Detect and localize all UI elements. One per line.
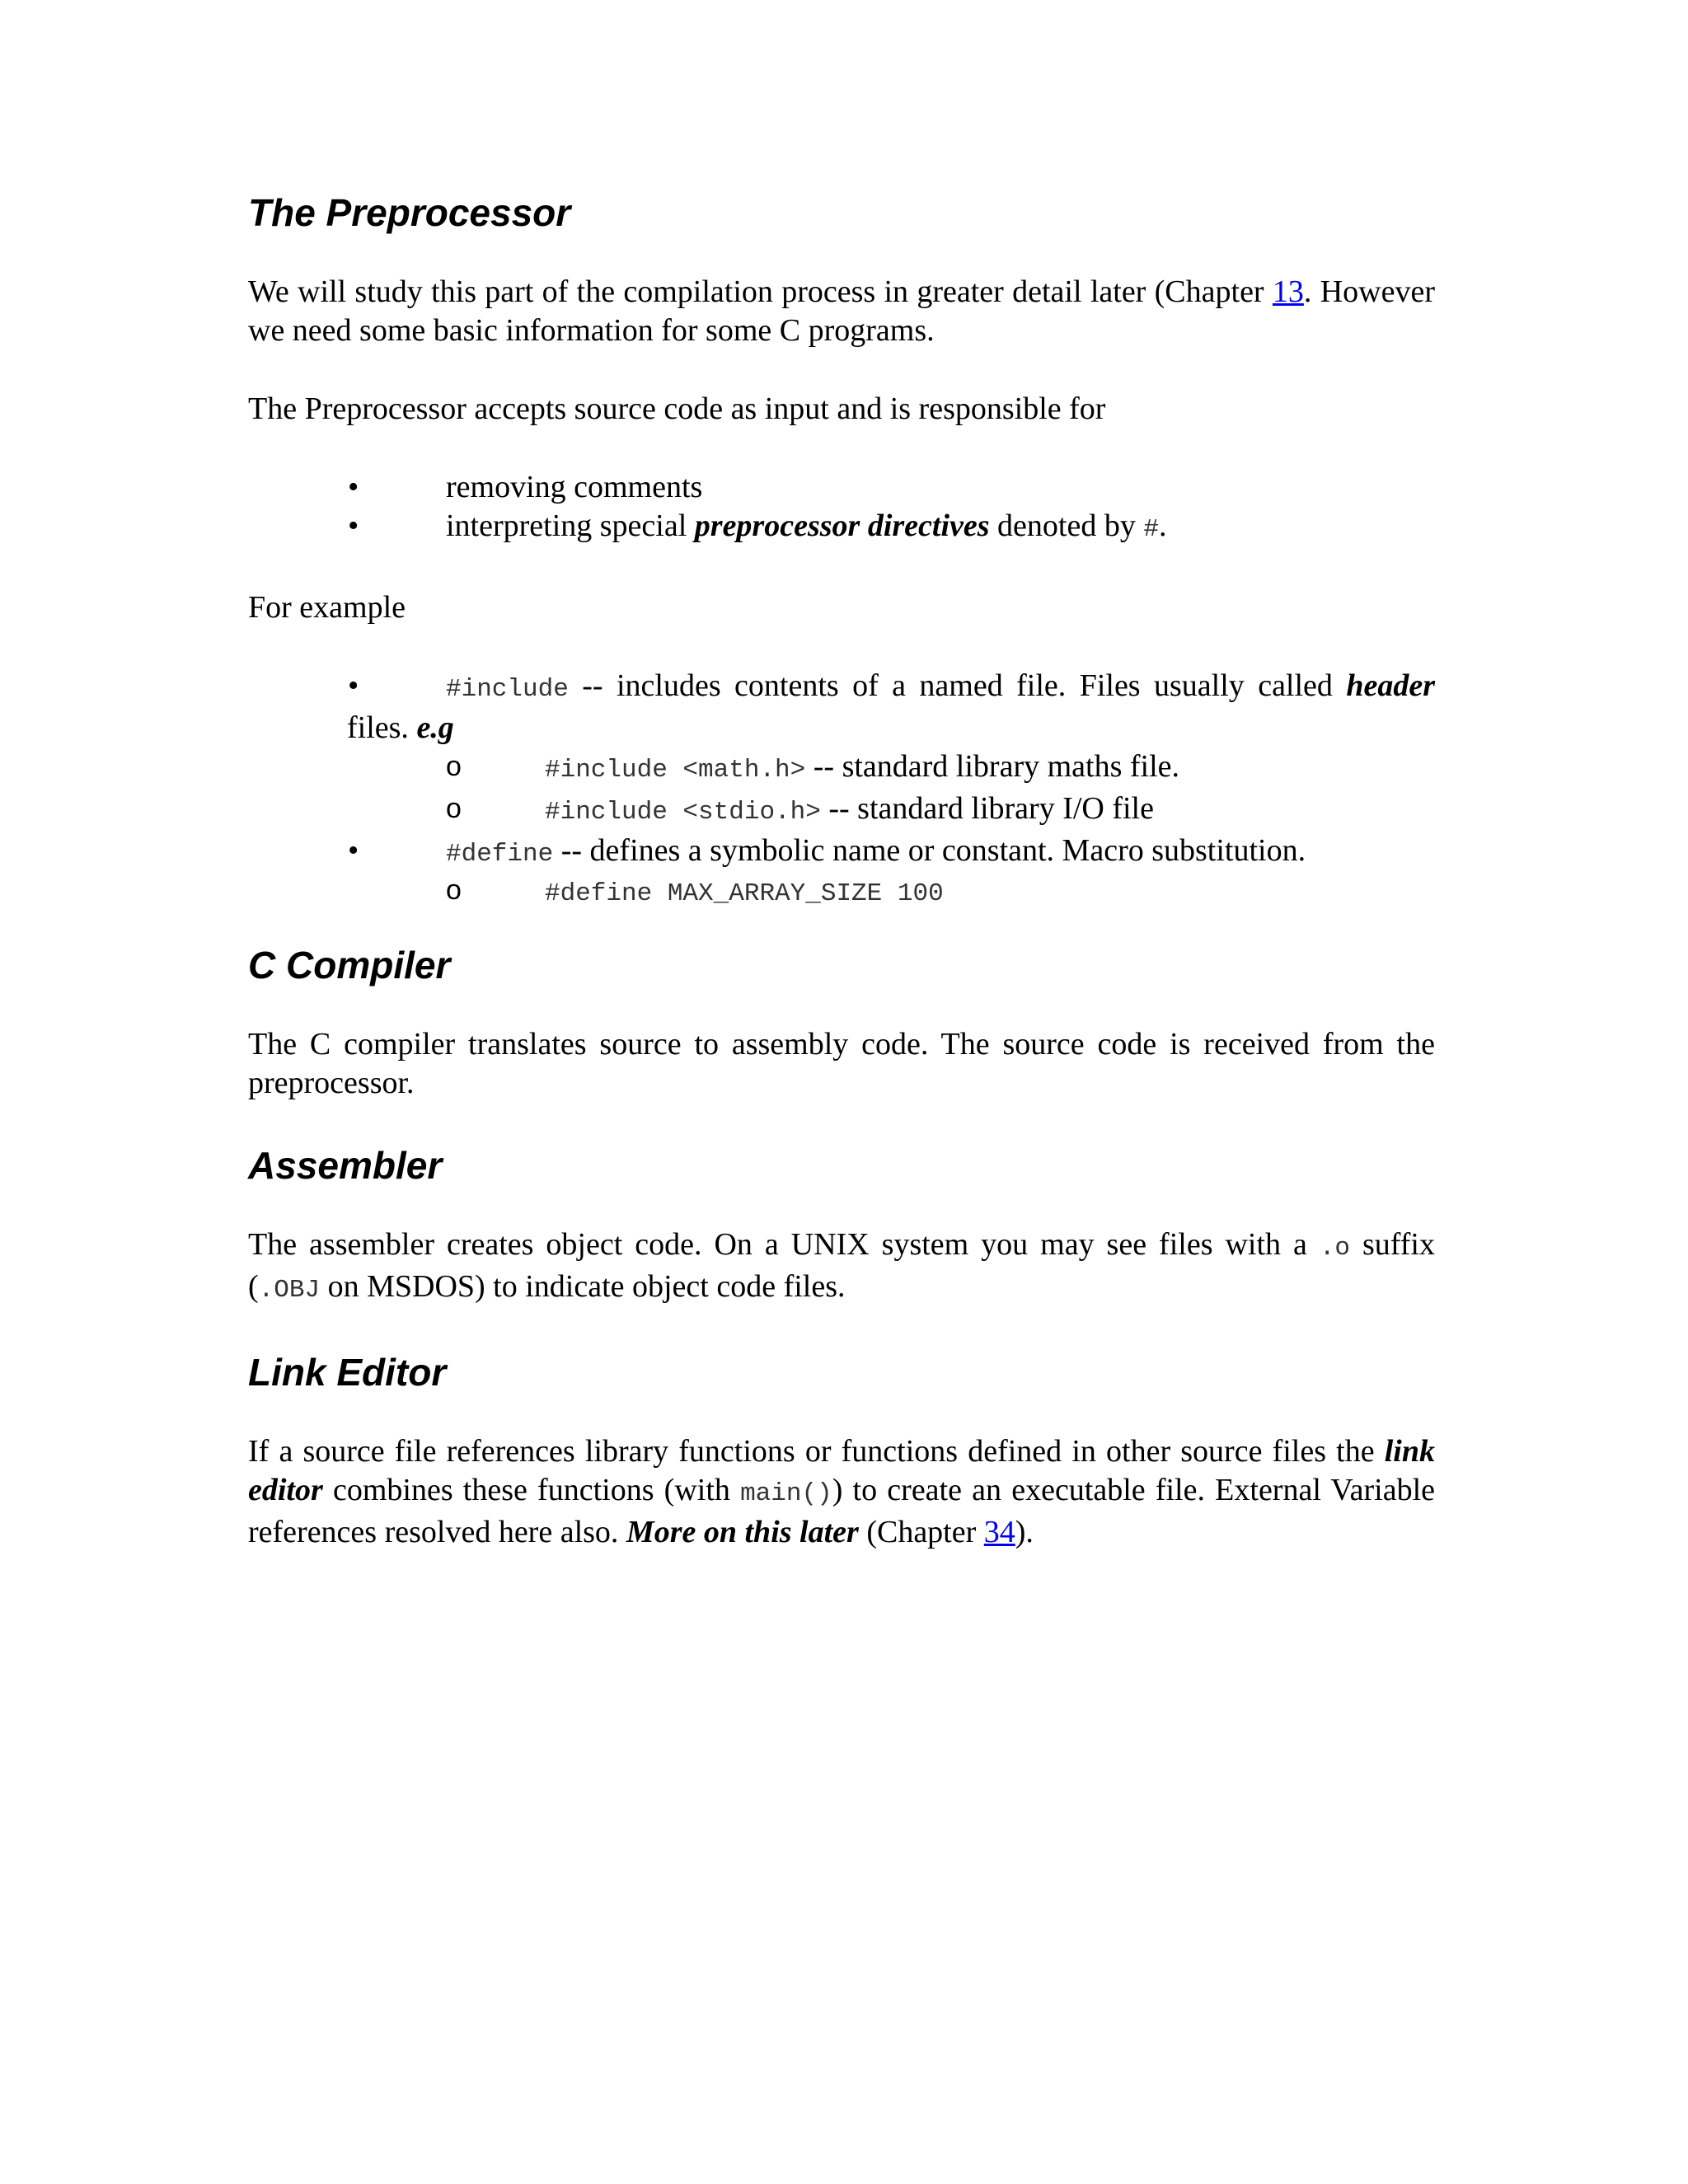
define-code: #define <box>446 840 554 869</box>
link-editor-emphasis: link editor <box>248 1434 1435 1507</box>
obj-suffix-code: .OBJ <box>258 1276 321 1305</box>
math-include-text: -- standard library maths file. <box>805 749 1180 784</box>
preprocessor-responsibilities-list <box>248 468 1435 549</box>
linker-text-2: combines these functions (with <box>322 1473 741 1507</box>
directives-emphasis: preprocessor directives <box>694 509 990 543</box>
math-include-code: #include <math.h> <box>545 756 806 785</box>
list-item <box>248 507 1435 549</box>
bullet-text: removing comments <box>446 470 703 504</box>
bullet-text: interpreting special <box>446 509 695 543</box>
preprocessor-heading: The Preprocessor <box>248 191 571 234</box>
chapter-34-link[interactable]: 34 <box>983 1515 1015 1549</box>
include-text: -- includes contents of a named file. Files usually called <box>568 668 1347 703</box>
for-example-label: For example <box>248 590 406 625</box>
assembler-heading: Assembler <box>248 1144 443 1187</box>
document-page <box>248 190 1435 1552</box>
define-directive-list <box>248 832 1435 874</box>
preprocessor-intro <box>248 273 1435 350</box>
compiler-heading: C Compiler <box>248 944 451 987</box>
o-suffix-code: .o <box>1319 1234 1351 1263</box>
list-item <box>248 468 1435 507</box>
define-text: -- defines a symbolic name or constant. Macro substitution. <box>553 833 1306 868</box>
linker-text-1: If a source file references library functions or functions defined in other source files the <box>248 1434 1385 1469</box>
bullet-icon: • <box>348 833 359 868</box>
stdio-include-text: -- standard library I/O file <box>820 791 1154 826</box>
stdio-include-code: #include <stdio.h> <box>545 798 821 827</box>
bullet-text: denoted by <box>989 509 1144 543</box>
more-later-emphasis: More on this later <box>626 1515 859 1549</box>
sub-bullet-icon: o <box>446 874 462 906</box>
define-example-code: #define MAX_ARRAY_SIZE 100 <box>545 879 944 908</box>
preprocessor-accepts: The Preprocessor accepts source code as input and is responsible for <box>248 391 1106 426</box>
intro-text-2: . However we need some basic information for some C programs. <box>248 274 1435 348</box>
list-item <box>248 832 1435 874</box>
intro-text-1: We will study this part of the compilation process in greater detail later (Chapter <box>248 274 1273 309</box>
bullet-text: . <box>1158 509 1167 543</box>
header-emphasis: header <box>1346 668 1435 703</box>
assembler-text-2: suffix ( <box>248 1227 1435 1304</box>
include-directive-item <box>347 667 1435 748</box>
hash-code: # <box>1143 515 1159 544</box>
include-code: #include <box>446 675 569 704</box>
include-example-stdio <box>248 790 1435 832</box>
link-editor-heading: Link Editor <box>248 1351 447 1394</box>
include-example-math <box>248 748 1435 790</box>
assembler-text <box>248 1226 1435 1310</box>
chapter-13-link[interactable]: 13 <box>1272 274 1304 309</box>
eg-emphasis: e.g <box>416 710 454 745</box>
assembler-text-1: The assembler creates object code. On a UNIX system you may see files with a <box>248 1227 1320 1262</box>
compiler-text: The C compiler translates source to assembly code. The source code is received from the preprocessor. <box>248 1027 1435 1100</box>
bullet-icon: • <box>348 668 359 703</box>
main-function-code: main() <box>740 1479 832 1508</box>
link-editor-text <box>248 1432 1435 1552</box>
sub-bullet-icon: o <box>446 793 462 824</box>
linker-text-5: ). <box>1015 1515 1034 1549</box>
bullet-icon: • <box>348 470 359 504</box>
assembler-text-3: on MSDOS) to indicate object code files. <box>320 1269 846 1304</box>
linker-text-4: (Chapter <box>858 1515 984 1549</box>
include-after: files. <box>347 710 417 745</box>
linker-text-3: ) to create an executable file. External Variable references resolved here also. <box>248 1473 1435 1549</box>
bullet-icon: • <box>348 509 359 543</box>
sub-bullet-icon: o <box>446 751 462 782</box>
define-example <box>248 874 1435 911</box>
